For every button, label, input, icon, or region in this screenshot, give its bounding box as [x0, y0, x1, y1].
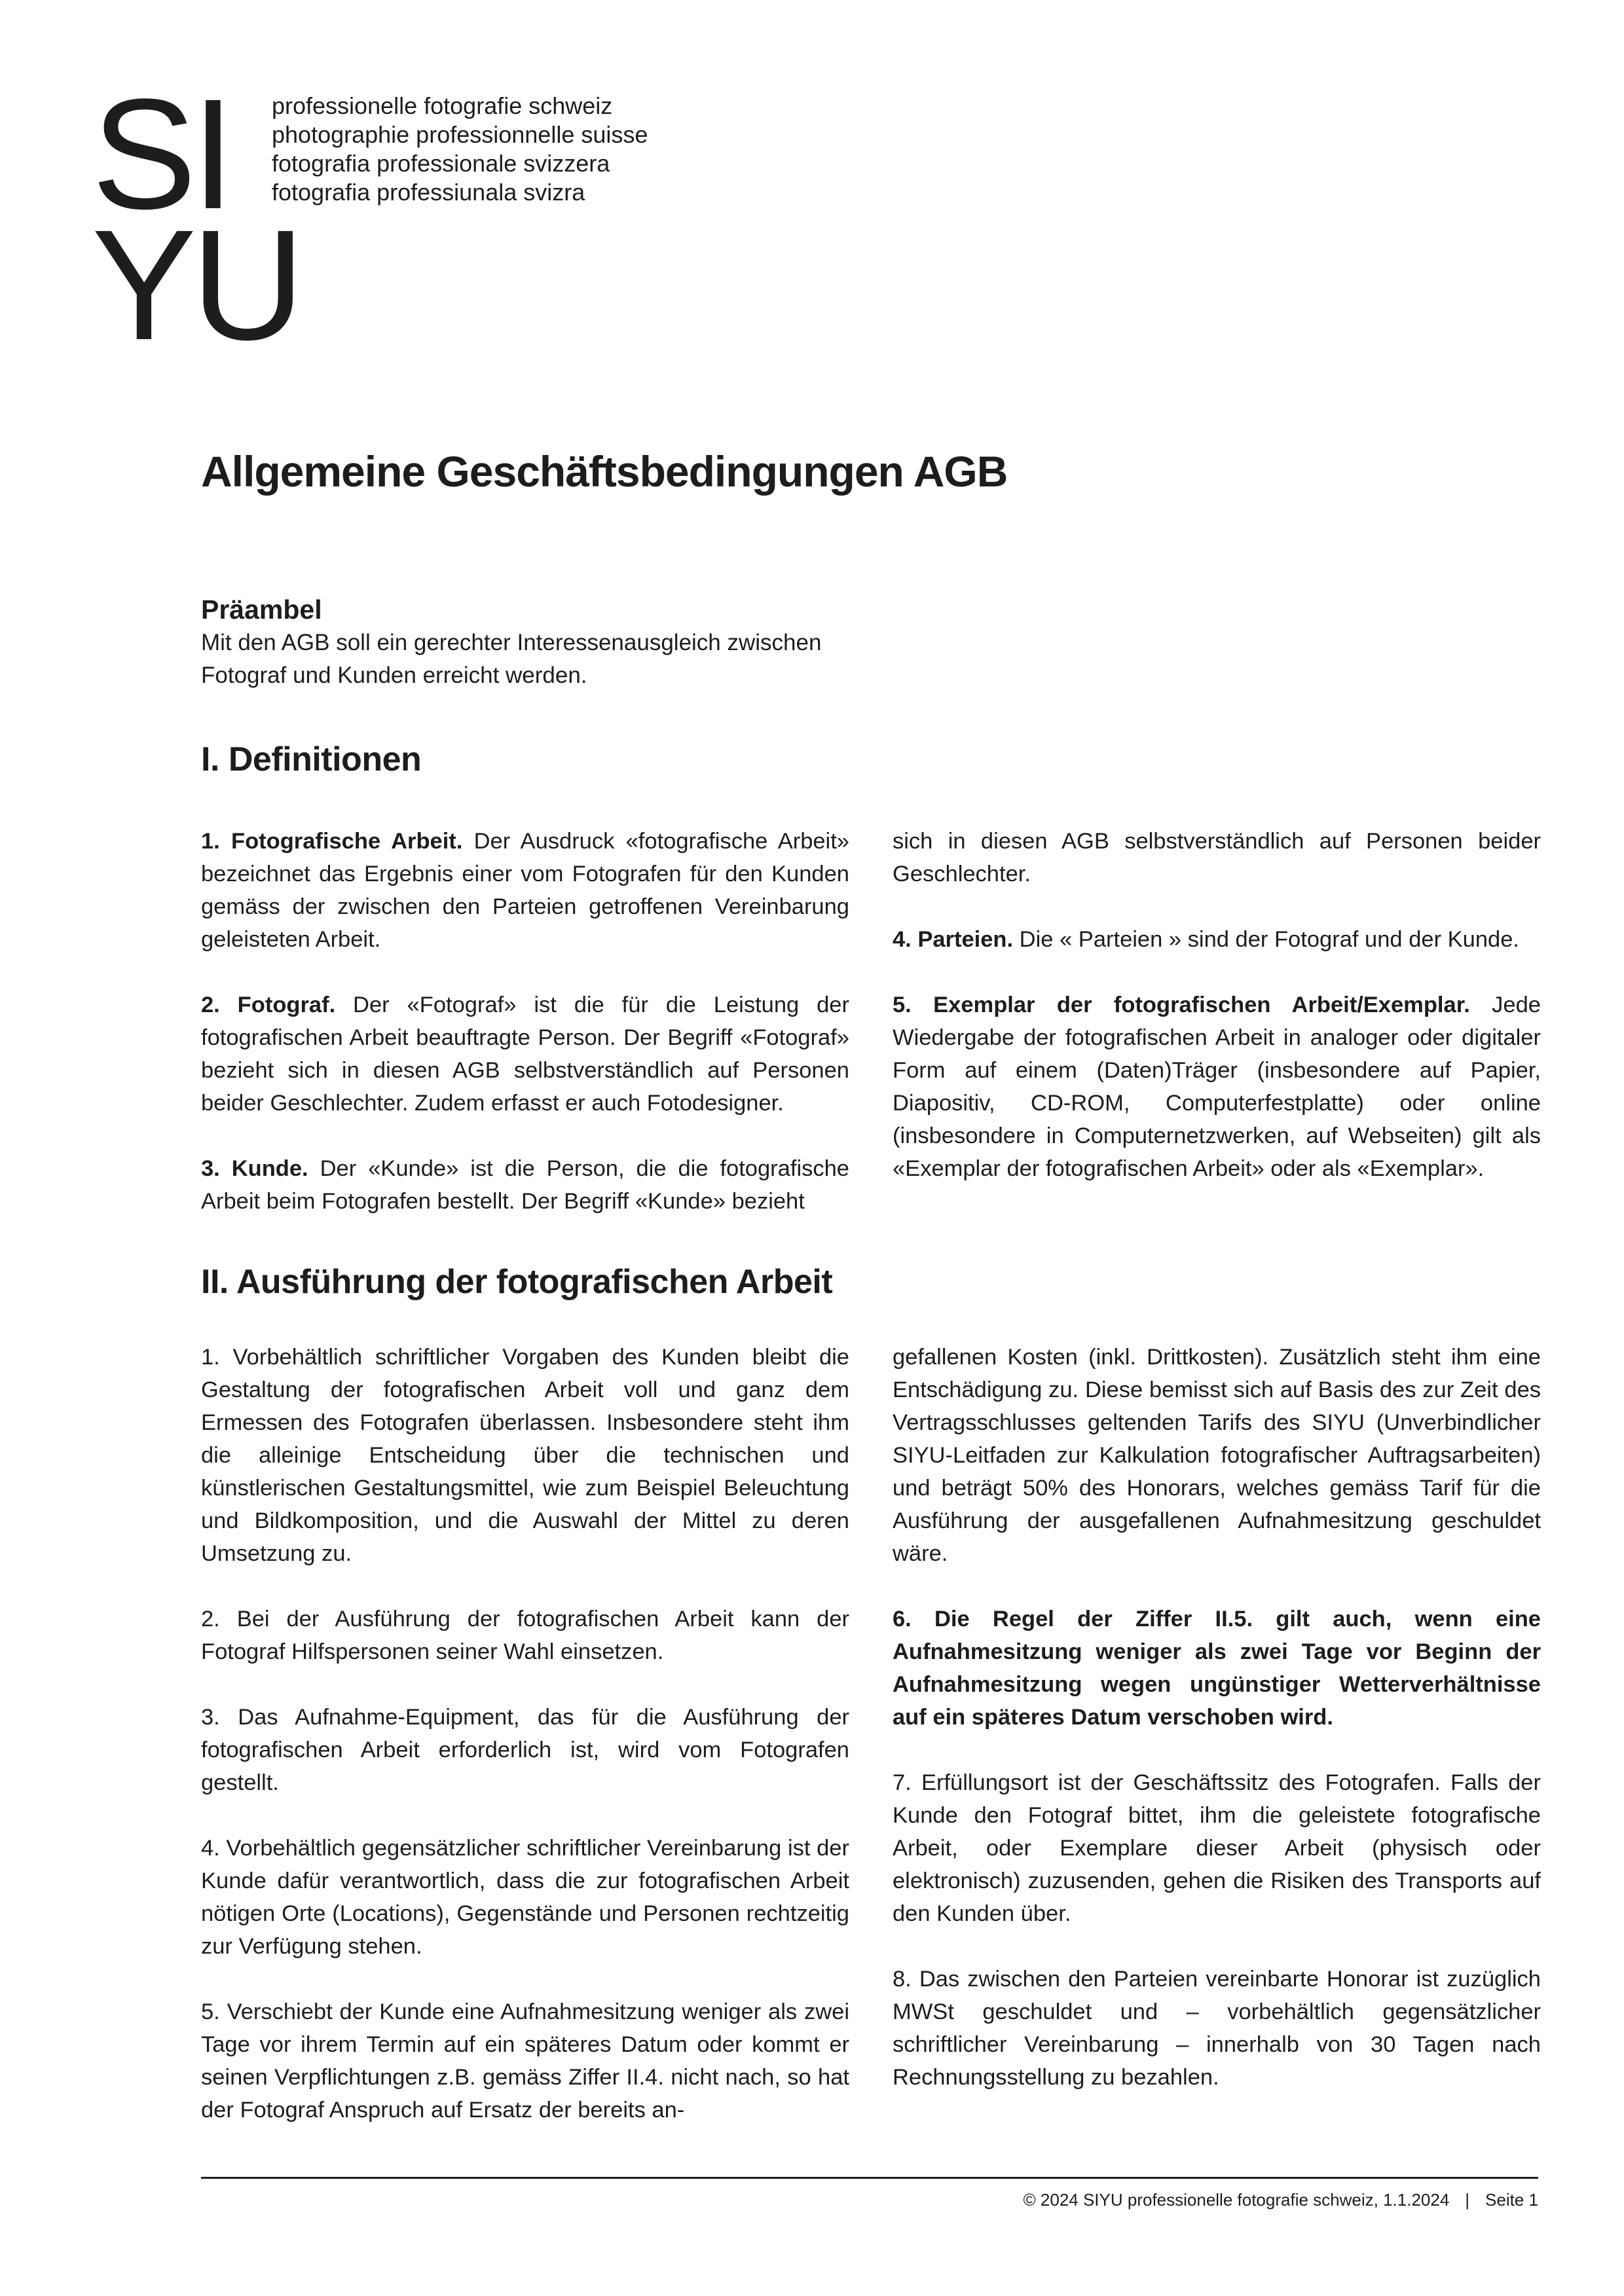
document-title: Allgemeine Geschäftsbedingungen AGB	[201, 447, 1008, 496]
clause-2: 2. Bei der Ausführung der fotografischen Arbeit kann der Fotograf Hilfspersonen seiner Wahl einsetzen.	[201, 1607, 849, 1664]
definition-text: Der «Fotograf» ist die für die Leistung der fotografischen Arbeit beauftragte Person. Der Begriff «Fotograf» bezieht sich in diesen AGB selbstverständlich auf Personen beider Geschlechter. Zudem erfasst er auch Fotodesigner.	[201, 993, 849, 1116]
definitions-column-left	[201, 825, 849, 1250]
definition-item	[201, 825, 849, 956]
clause-5-continued: gefallenen Kosten (inkl. Drittkosten). Zusätzlich steht ihm eine Entschädigung zu. Diese bemisst sich auf Basis des zur Zeit des Vertragsschlusses geltenden Tarifs des SIYU (Unverbindlicher SIYU-Leitfaden zur Kalkulation fotografischer Auftragsarbeiten) und beträgt 50% des Honorars, welches gemäss Tarif für die Ausführung der ausgefallenen Aufnahmesitzung geschuldet wäre.	[893, 1345, 1541, 1566]
logo-si: SI	[92, 66, 230, 242]
footer-separator: |	[1465, 2190, 1470, 2210]
org-taglines	[272, 92, 648, 207]
clause-4: 4. Vorbehältlich gegensätzlicher schriftlicher Vereinbarung ist der Kunde dafür verantwortlich, dass die zur fotografischen Arbeit nötigen Orte (Locations), Gegenstände und Personen rechtzeitig zur Verfügung stehen.	[201, 1836, 849, 1959]
preamble	[201, 592, 869, 692]
clause-8: 8. Das zwischen den Parteien vereinbarte Honorar ist zuzüglich MWSt geschuldet und – vorbehältlich gegensätzlicher schriftlicher Vereinbarung – innerhalb von 30 Tagen nach Rechnungsstellung zu bezahlen.	[893, 1967, 1541, 2090]
clause-7: 7. Erfüllungsort ist der Geschäftssitz des Fotografen. Falls der Kunde den Fotograf bittet, ihm die geleistete fotografische Arbeit, oder Exemplare dieser Arbeit (physisch oder elektronisch) zuzusenden, gehen die Risiken des Transports auf den Kunden über.	[893, 1770, 1541, 1926]
preamble-heading: Präambel	[201, 594, 322, 625]
page-footer	[1024, 2190, 1538, 2210]
definition-text: Der Ausdruck «fotografische Arbeit» bezeichnet das Ergebnis einer vom Fotografen für den Kunden gemäss der zwischen den Parteien getroffenen Vereinbarung geleisteten Arbeit.	[201, 829, 849, 952]
tagline-fr: photographie professionnelle suisse	[272, 121, 648, 148]
definition-label: 4. Parteien.	[893, 927, 1014, 952]
tagline-it: fotografia professionale svizzera	[272, 150, 610, 177]
clause-1: 1. Vorbehältlich schriftlicher Vorgaben des Kunden bleibt die Gestaltung der fotografischen Arbeit voll und ganz dem Ermessen des Fotografen überlassen. Insbesondere steht ihm die alleinige Entscheidung über die technischen und künstlerischen Gestaltungsmittel, wie zum Beispiel Beleuchtung und Bildkomposition, und die Auswahl der Mittel zu deren Umsetzung zu.	[201, 1345, 849, 1566]
definition-text: Jede Wiedergabe der fotografischen Arbeit in analoger oder digitaler Form auf einem (Daten)Träger (insbesondere auf Papier, Diapositiv, CD-ROM, Computerfestplatte) oder online (insbesondere in Computernetzwerken, auf Webseiten) gilt als «Exemplar der fotografischen Arbeit» oder als «Exemplar».	[893, 993, 1541, 1181]
definition-text: sich in diesen AGB selbstverständlich auf Personen beider Geschlechter.	[893, 829, 1541, 886]
definition-text: Der «Kunde» ist die Person, die die fotografische Arbeit beim Fotografen bestellt. Der Begriff «Kunde» bezieht	[201, 1156, 849, 1214]
logo-yu: YU	[92, 197, 300, 373]
definition-label: 5. Exemplar der fotografischen Arbeit/Exemplar.	[893, 993, 1470, 1017]
definitions-column-right	[893, 825, 1541, 1218]
definition-item	[201, 1152, 849, 1218]
clause-6: 6. Die Regel der Ziffer II.5. gilt auch, wenn eine Aufnahmesitzung weniger als zwei Tage vor Beginn der Aufnahmesitzung wegen ungünstiger Wetterverhältnisse auf ein späteres Datum verschoben wird.	[893, 1607, 1541, 1730]
definition-item	[201, 989, 849, 1120]
definition-text: Die « Parteien » sind der Fotograf und der Kunde.	[1013, 927, 1519, 952]
preamble-text: Mit den AGB soll ein gerechter Interessenausgleich zwischen Fotograf und Kunden erreicht werden.	[201, 630, 822, 688]
clause-3: 3. Das Aufnahme-Equipment, das für die Ausführung der fotografischen Arbeit erforderlich ist, wird vom Fotografen gestellt.	[201, 1705, 849, 1795]
section-heading-execution: II. Ausführung der fotografischen Arbeit	[201, 1263, 833, 1301]
tagline-de: professionelle fotografie schweiz	[272, 92, 613, 119]
tagline-rm: fotografia professiunala svizra	[272, 179, 585, 206]
page-number: Seite 1	[1485, 2190, 1538, 2210]
execution-column-right	[893, 1341, 1541, 2126]
clause-5: 5. Verschiebt der Kunde eine Aufnahmesitzung weniger als zwei Tage vor ihrem Termin auf ein späteres Datum oder kommt er seinen Verpflichtungen z.B. gemäss Ziffer II.4. nicht nach, so hat der Fotograf Anspruch auf Ersatz der bereits an-	[201, 1999, 849, 2123]
definition-label: 3. Kunde.	[201, 1156, 308, 1181]
section-heading-definitions: I. Definitionen	[201, 740, 422, 778]
definition-label: 2. Fotograf.	[201, 993, 336, 1017]
definition-item	[893, 989, 1541, 1185]
definition-label: 1. Fotografische Arbeit.	[201, 829, 463, 854]
footer-copyright: © 2024 SIYU professionelle fotografie schweiz, 1.1.2024	[1023, 2190, 1450, 2210]
execution-column-left	[201, 1341, 849, 2159]
definition-item	[893, 923, 1541, 956]
definition-item	[893, 825, 1541, 890]
footer-divider	[201, 2177, 1538, 2179]
